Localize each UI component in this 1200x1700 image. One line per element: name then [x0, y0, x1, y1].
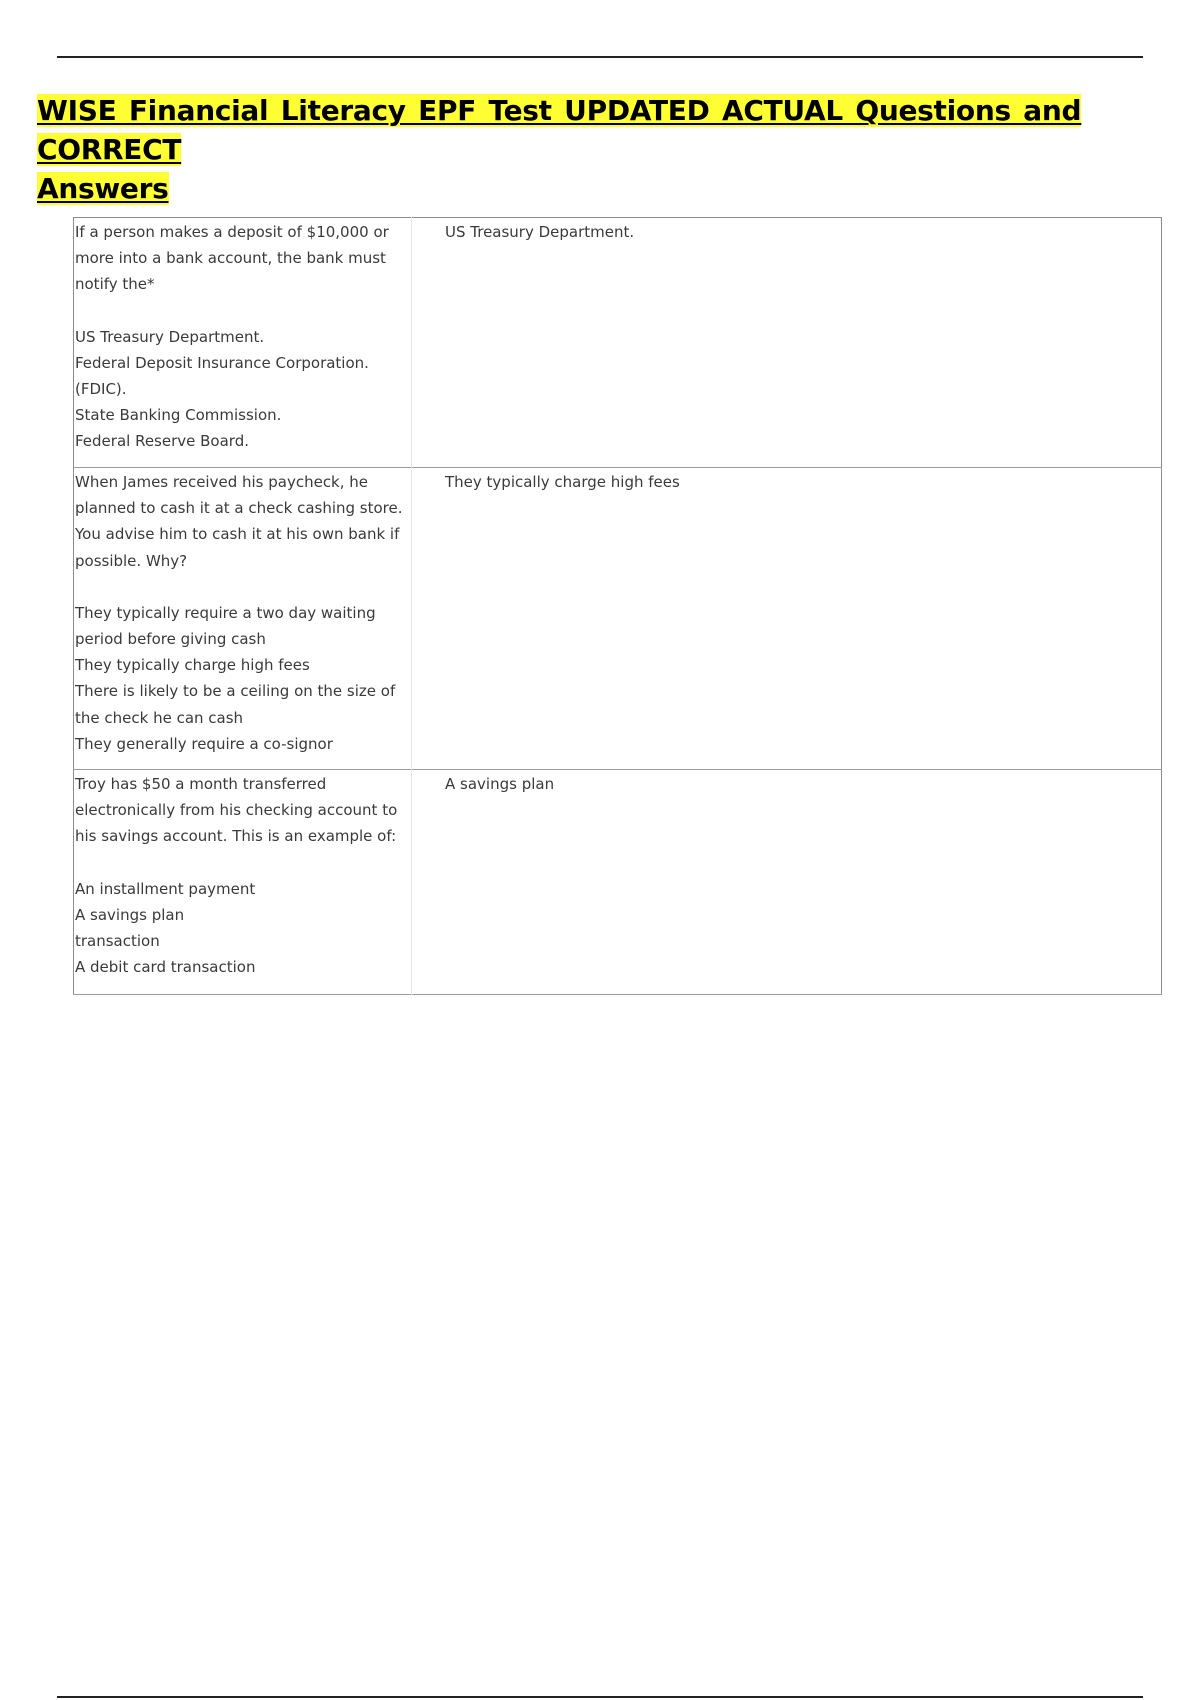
- option-text: Federal Reserve Board.: [75, 432, 249, 451]
- qa-table: [73, 217, 1162, 995]
- title-line-2: Answers: [37, 172, 169, 205]
- question-cell: [74, 770, 412, 995]
- title-line-1: WISE Financial Literacy EPF Test UPDATED ACTUAL Questions and CORRECT: [37, 94, 1082, 166]
- option-text: the check he can cash: [75, 708, 244, 727]
- table-row: [74, 468, 1162, 770]
- answer-text: A savings plan: [445, 775, 555, 793]
- answer-text: They typically charge high fees: [445, 473, 680, 491]
- option-text: A debit card transaction: [75, 958, 256, 977]
- question-text: more into a bank account, the bank must: [75, 249, 386, 268]
- question-text: possible. Why?: [75, 551, 188, 570]
- question-text: When James received his paycheck, he: [75, 473, 369, 491]
- question-cell: [74, 468, 412, 770]
- question-text: If a person makes a deposit of $10,000 or: [75, 223, 389, 241]
- option-text: An installment payment: [75, 879, 256, 898]
- option-text: period before giving cash: [75, 630, 266, 649]
- option-text: Federal Deposit Insurance Corporation.: [75, 353, 369, 372]
- answer-cell: [412, 468, 1162, 770]
- question-text: Troy has $50 a month transferred: [75, 775, 327, 793]
- question-text: notify the*: [75, 275, 155, 294]
- bottom-rule: [57, 1696, 1143, 1698]
- option-text: There is likely to be a ceiling on the size of: [75, 682, 396, 701]
- table-row: [74, 218, 1162, 468]
- question-text: You advise him to cash it at his own bank if: [75, 525, 400, 544]
- option-text: They generally require a co-signor: [75, 734, 333, 753]
- option-text: They typically charge high fees: [75, 656, 310, 675]
- answer-cell: [412, 770, 1162, 995]
- answer-text: US Treasury Department.: [445, 223, 635, 241]
- option-text: They typically require a two day waiting: [75, 603, 376, 622]
- question-text: electronically from his checking account to: [75, 801, 398, 820]
- question-text: planned to cash it at a check cashing store.: [75, 499, 403, 518]
- option-text: transaction: [75, 932, 160, 951]
- question-text: his savings account. This is an example of:: [75, 827, 397, 846]
- option-text: A savings plan: [75, 905, 185, 924]
- table-row: [74, 770, 1162, 995]
- document-title: [37, 91, 1167, 208]
- question-cell: [74, 218, 412, 468]
- top-rule: [57, 56, 1143, 58]
- answer-cell: [412, 218, 1162, 468]
- option-text: US Treasury Department.: [75, 327, 265, 346]
- option-text: State Banking Commission.: [75, 406, 282, 425]
- option-text: (FDIC).: [75, 380, 127, 399]
